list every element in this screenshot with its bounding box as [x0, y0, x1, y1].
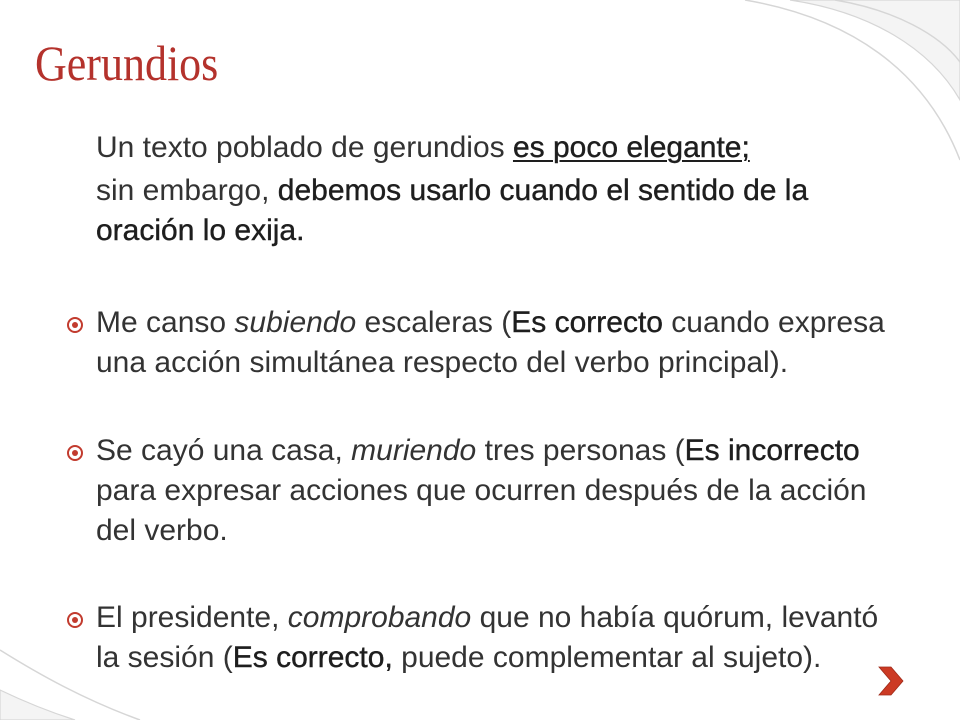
- intro-paragraph-2: [96, 171, 808, 251]
- intro-paragraph-1: [96, 128, 750, 168]
- verdict-text: Es incorrecto: [684, 434, 860, 467]
- text-line: [96, 211, 808, 251]
- circled-dot-icon-center: [72, 617, 78, 623]
- text-line: [96, 511, 866, 551]
- bullet-item-2: [96, 431, 866, 551]
- example-gerund: subiendo: [234, 306, 357, 339]
- verdict-text: Es correcto: [511, 306, 663, 339]
- text-run: escaleras (: [356, 306, 512, 339]
- bullet-item-3: [96, 598, 878, 678]
- underlined-phrase: es poco elegante;: [512, 131, 750, 164]
- chevron-right-icon: [879, 667, 903, 695]
- text-run: puede complementar al sujeto).: [392, 641, 822, 674]
- circled-dot-icon-center: [72, 322, 78, 328]
- circled-dot-icon-center: [72, 450, 78, 456]
- text-run: que no había quórum, levantó: [471, 601, 879, 634]
- corner-swoosh-bottom-left-fill: [0, 690, 75, 720]
- next-slide-button[interactable]: [874, 662, 908, 700]
- text-line: [96, 431, 866, 471]
- text-line: [96, 171, 808, 211]
- slide-title: Gerundios: [35, 35, 219, 91]
- text-line: [96, 343, 885, 383]
- text-run: una acción simultánea respecto del verbo principal).: [96, 346, 789, 379]
- emphasized-text: oración lo exija.: [96, 214, 305, 247]
- text-line: [96, 598, 878, 638]
- text-line: [96, 128, 750, 168]
- text-line: [96, 303, 885, 343]
- example-gerund: comprobando: [287, 601, 472, 634]
- example-gerund: muriendo: [351, 434, 477, 467]
- text-run: cuando expresa: [662, 306, 885, 339]
- bullet-item-1: [96, 303, 885, 383]
- text-run: del verbo.: [96, 514, 228, 547]
- text-line: [96, 638, 878, 678]
- text-line: [96, 471, 866, 511]
- emphasized-text: debemos usarlo cuando el sentido de la: [277, 174, 809, 207]
- text-run: tres personas (: [476, 434, 685, 467]
- text-run: Se cayó una casa,: [96, 434, 352, 467]
- text-run: Me canso: [96, 306, 235, 339]
- text-run: Un texto poblado de gerundios: [96, 131, 513, 164]
- text-run: para expresar acciones que ocurren después de la acción: [96, 474, 867, 507]
- text-run: la sesión (: [96, 641, 233, 674]
- circled-dot-icon: [67, 612, 83, 628]
- text-run: El presidente,: [96, 601, 288, 634]
- circled-dot-icon: [67, 317, 83, 333]
- verdict-text: Es correcto,: [232, 641, 393, 674]
- circled-dot-icon: [67, 445, 83, 461]
- text-run: sin embargo,: [96, 174, 278, 207]
